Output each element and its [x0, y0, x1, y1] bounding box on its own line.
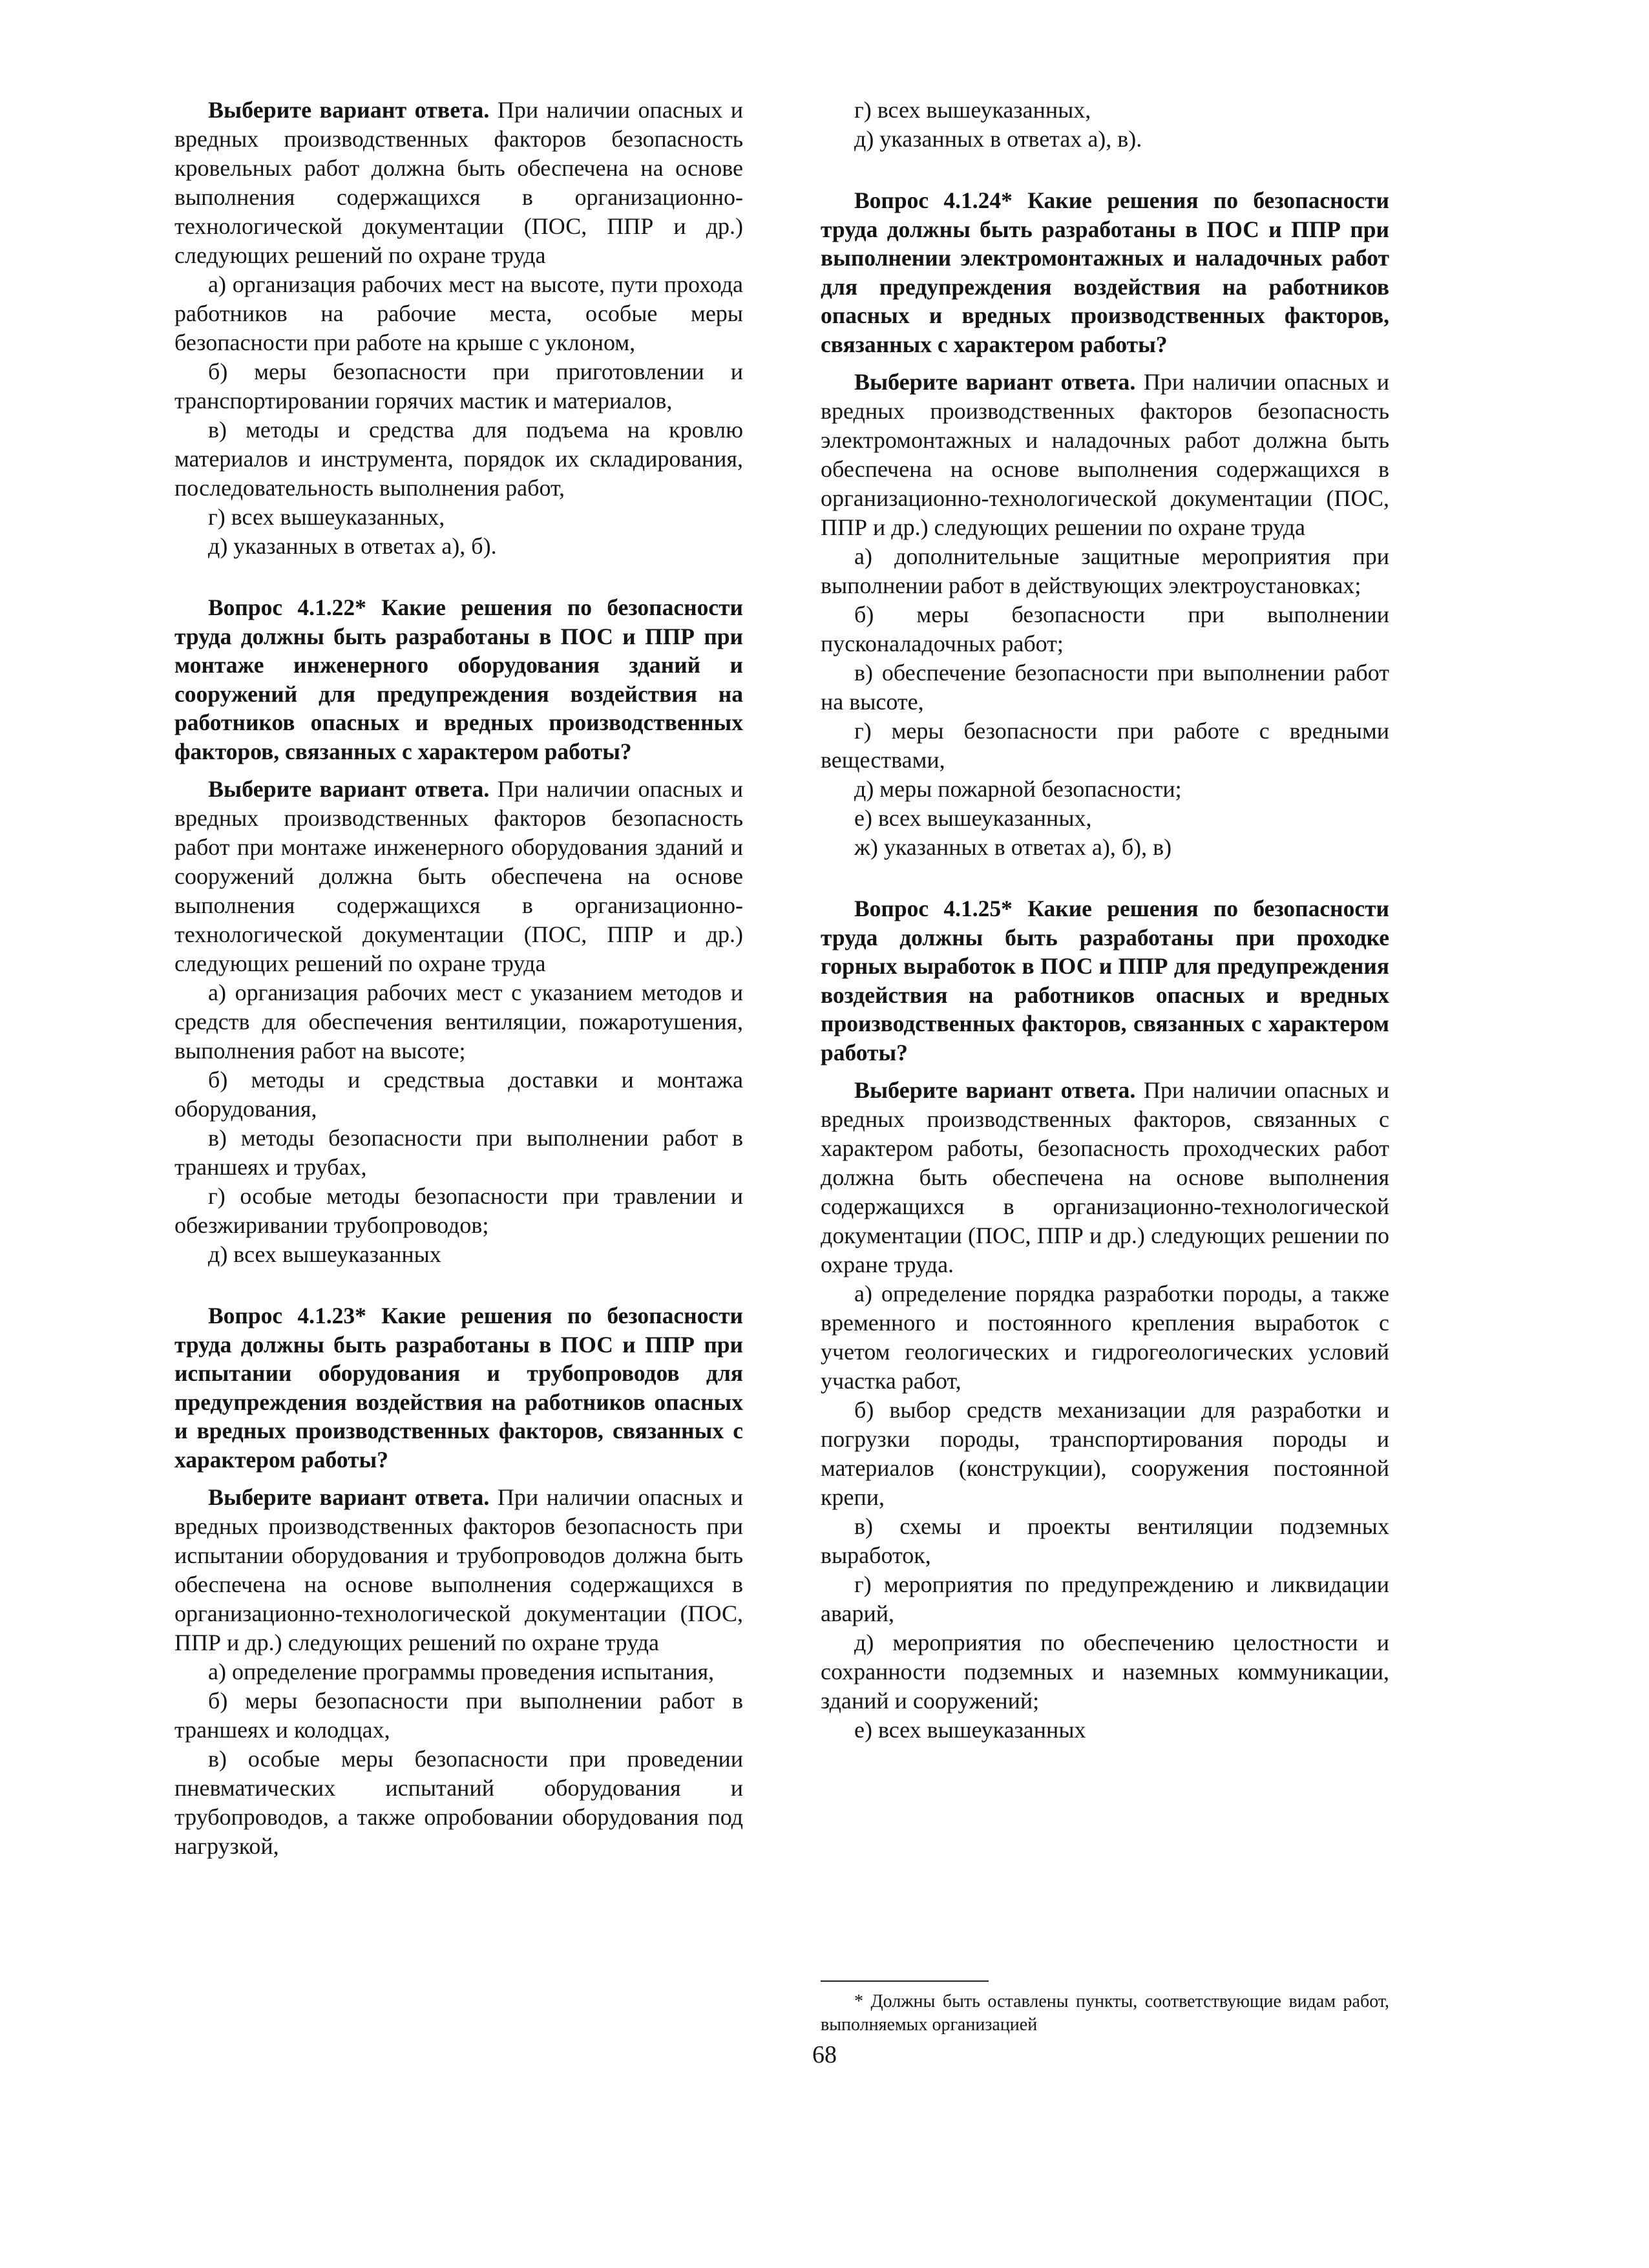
answer-intro: [821, 1076, 1389, 1279]
question-4-1-25: Вопрос 4.1.25* Какие решения по безопасности труда должны быть разработаны при проходке горных выработок в ПОС и ППР для предупреждения воздействия на работников опасных и вредных производственных факторов, связанных с характером работы?: [821, 896, 1389, 1066]
option: г) особые методы безопасности при травлении и обезжиривании трубопроводов;: [174, 1183, 743, 1238]
option: а) организация рабочих мест с указанием методов и средств для обеспечения вентиляции, пожаротушения, выполнения работ на высоте;: [174, 980, 743, 1064]
left-column: [174, 96, 743, 1861]
answer-text: При наличии опасных и вредных производственных факторов безопасность работ при монтаже инженерного оборудования зданий и сооружений должна быть обеспечена на основе выполнения содержащихся в организационно-технологической документации (ПОС, ППР и др.) следующих решений по охране труда: [174, 776, 743, 976]
page-number: 68: [812, 2041, 837, 2068]
question-4-1-24: Вопрос 4.1.24* Какие решения по безопасности труда должны быть разработаны в ПОС и ППР при выполнении электромонтажных и наладочных работ для предупреждения воздействия на работников опасных и вредных производственных факторов, связанных с характером работы?: [821, 187, 1389, 357]
option: г) меры безопасности при работе с вредными веществами,: [821, 718, 1389, 773]
footnote: * Должны быть оставлены пункты, соответствующие видам работ, выполняемых организацией: [821, 1991, 1389, 2035]
option: ж) указанных в ответах а), б), в): [854, 834, 1172, 860]
option: е) всех вышеуказанных: [854, 1717, 1086, 1743]
answer-lead: Выберите вариант ответа.: [854, 369, 1136, 395]
answer-lead: Выберите вариант ответа.: [854, 1077, 1136, 1103]
option: в) методы и средства для подъема на кровлю материалов и инструмента, порядок их складирования, последовательность выполнения работ,: [174, 417, 743, 501]
answer-intro: [821, 368, 1389, 542]
answer-lead: Выберите вариант ответа.: [208, 776, 490, 802]
spacer: [174, 561, 743, 593]
spacer: [821, 154, 1389, 186]
spacer: [821, 862, 1389, 894]
option: б) меры безопасности при приготовлении и транспортировании горячих мастик и материалов,: [174, 359, 743, 414]
option: д) меры пожарной безопасности;: [854, 776, 1182, 802]
question-4-1-22: Вопрос 4.1.22* Какие решения по безопасности труда должны быть разработаны в ПОС и ППР при монтаже инженерного оборудования зданий и сооружений для предупреждения воздействия на работников опасных и вредных производственных факторов, связанных с характером работы?: [174, 594, 743, 764]
option: б) выбор средств механизации для разработки и погрузки породы, транспортирования породы и материалов (конструкции), сооружения постоянной крепи,: [821, 1397, 1389, 1510]
option: г) всех вышеуказанных,: [208, 504, 445, 530]
option: г) всех вышеуказанных,: [854, 97, 1091, 123]
option: а) организация рабочих мест на высоте, пути прохода работников на рабочие места, особые меры безопасности при работе на крыше с уклоном,: [174, 271, 743, 355]
option: в) особые меры безопасности при проведении пневматических испытаний оборудования и трубопроводов, а также опробовании оборудования под нагрузкой,: [174, 1746, 743, 1859]
right-column: [821, 96, 1389, 1745]
answer-intro: [174, 1483, 743, 1657]
option: г) мероприятия по предупреждению и ликвидации аварий,: [821, 1571, 1389, 1626]
option: д) указанных в ответах а), в).: [854, 126, 1142, 152]
answer-lead: Выберите вариант ответа.: [208, 97, 490, 123]
question-4-1-23: Вопрос 4.1.23* Какие решения по безопасности труда должны быть разработаны в ПОС и ППР при испытании оборудования и трубопроводов для предупреждения воздействия на работников опасных и вредных производственных факторов, связанных с характером работы?: [174, 1303, 743, 1473]
option: е) всех вышеуказанных,: [854, 805, 1092, 831]
option: а) определение программы проведения испытания,: [208, 1659, 715, 1685]
answer-text: При наличии опасных и вредных производственных факторов, связанных с характером работы, безопасность проходческих работ должна быть обеспечена на основе выполнения содержащихся в организационно-технологической документации (ПОС, ППР и др.) следующих решении по охране труда.: [821, 1077, 1389, 1277]
spacer: [174, 1269, 743, 1301]
answer-text: При наличии опасных и вредных производственных факторов безопасность электромонтажных и наладочных работ должна быть обеспечена на основе выполнения содержащихся в организационно-технологической документации (ПОС, ППР и др.) следующих решении по охране труда: [821, 369, 1389, 540]
answer-lead: Выберите вариант ответа.: [208, 1484, 490, 1510]
option: б) меры безопасности при выполнении работ в траншеях и колодцах,: [174, 1688, 743, 1743]
option: б) методы и средствыа доставки и монтажа оборудования,: [174, 1067, 743, 1122]
option: д) мероприятия по обеспечению целостности и сохранности подземных и наземных коммуникации, зданий и сооружений;: [821, 1630, 1389, 1714]
option: а) определение порядка разработки породы, а также временного и постоянного крепления выработок с учетом геологических и гидрогеологических условий участка работ,: [821, 1281, 1389, 1394]
answer-text: При наличии опасных и вредных производственных факторов безопасность при испытании оборудования и трубопроводов должна быть обеспечена на основе выполнения содержащихся в организационно-технологической документации (ПОС, ППР и др.) следующих решений по охране труда: [174, 1484, 743, 1655]
option: в) обеспечение безопасности при выполнении работ на высоте,: [821, 660, 1389, 715]
answer-intro: [174, 775, 743, 978]
option: в) схемы и проекты вентиляции подземных выработок,: [821, 1513, 1389, 1568]
option: д) всех вышеуказанных: [208, 1241, 441, 1267]
option: в) методы безопасности при выполнении работ в траншеях и трубах,: [174, 1125, 743, 1180]
option: д) указанных в ответах а), б).: [208, 533, 497, 559]
option: а) дополнительные защитные мероприятия при выполнении работ в действующих электроустановках;: [821, 543, 1389, 598]
option: б) меры безопасности при выполнении пусконаладочных работ;: [821, 602, 1389, 656]
footnote-divider: [821, 1980, 989, 1982]
answer-text: При наличии опасных и вредных производственных факторов безопасность кровельных работ должна быть обеспечена на основе выполнения содержащихся в организационно-технологической документации (ПОС, ППР и др.) следующих решений по охране труда: [174, 97, 743, 268]
answer-intro: [174, 96, 743, 270]
